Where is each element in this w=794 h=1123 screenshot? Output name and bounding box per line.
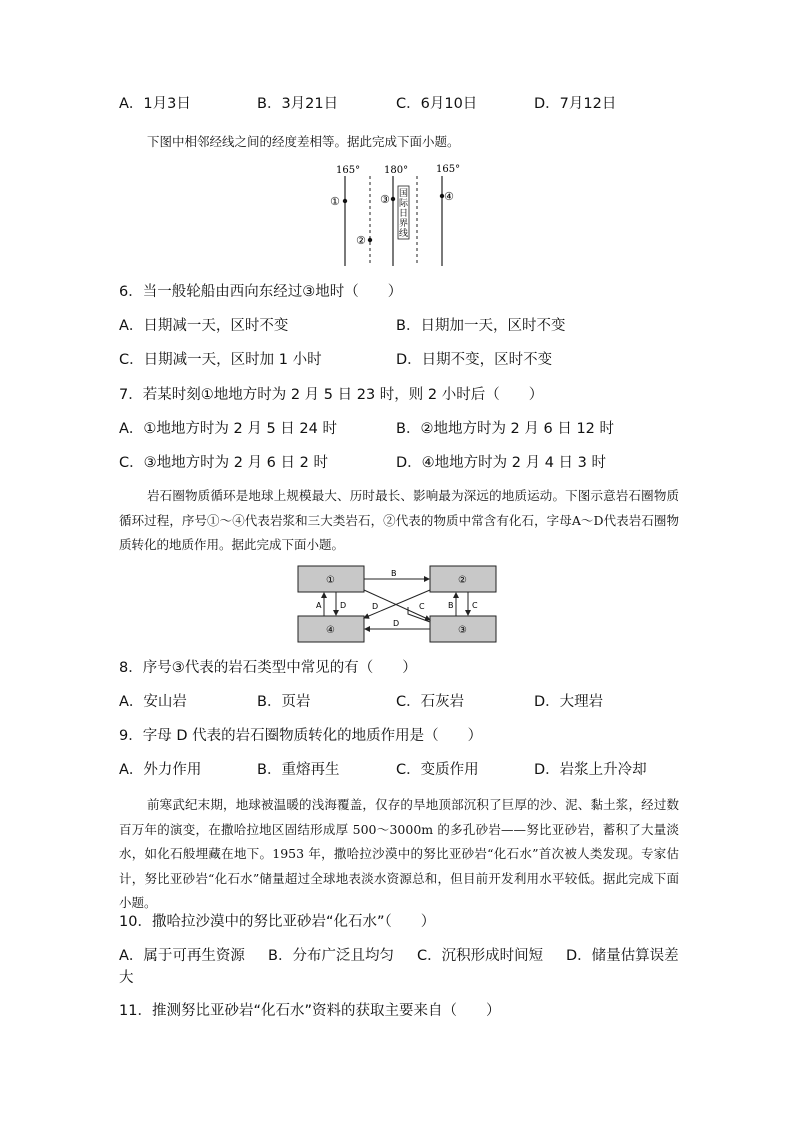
q11-stem: 11．推测努比亚砂岩“化石水”资料的获取主要来自（ ） <box>119 1003 501 1019</box>
arrow-label-a: A <box>316 601 322 610</box>
q8-stem: 8．序号③代表的岩石类型中常见的有（ ） <box>119 660 417 676</box>
svg-text:际: 际 <box>399 199 409 209</box>
q5-option-b: B．3月21日 <box>257 96 339 112</box>
q8-option-b: B．页岩 <box>257 694 311 710</box>
q9-option-d: D．岩浆上升冷却 <box>534 762 647 778</box>
point-1: ① <box>330 195 340 208</box>
q6-option-c: C．日期减一天，区时加 1 小时 <box>119 352 322 368</box>
svg-text:国: 国 <box>399 189 409 199</box>
svg-text:线: 线 <box>399 229 409 239</box>
q9-option-a: A．外力作用 <box>119 762 202 778</box>
q7-option-d: D．④地地方时为 2 月 4 日 3 时 <box>396 455 606 471</box>
q10-option-c: C．沉积形成时间短 <box>417 948 544 964</box>
box-3: ③ <box>458 625 467 636</box>
arrow-label-b-top: B <box>391 569 397 578</box>
rock-cycle-figure <box>296 562 500 646</box>
q8-option-d: D．大理岩 <box>534 694 604 710</box>
arrow-label-d-left: D <box>340 601 347 610</box>
point-2: ② <box>356 234 366 247</box>
q10-option-d-wrap: 大 <box>119 970 134 986</box>
lon-label-2: 180° <box>384 165 409 176</box>
arrow-label-c-right: C <box>472 601 478 610</box>
q5-option-a: A．1月3日 <box>119 96 191 112</box>
q10-stem: 10．撒哈拉沙漠中的努比亚砂岩“化石水”（ ） <box>119 914 436 930</box>
svg-text:界: 界 <box>399 219 409 229</box>
box-4: ④ <box>326 625 335 636</box>
longitude-figure <box>320 158 470 270</box>
arrow-label-b-right: B <box>448 601 454 610</box>
svg-text:日: 日 <box>399 209 409 219</box>
lon-label-3: 165° <box>436 164 461 175</box>
q6-option-d: D．日期不变，区时不变 <box>396 352 553 368</box>
q7-option-c: C．③地地方时为 2 月 6 日 2 时 <box>119 455 328 471</box>
q7-option-b: B．②地地方时为 2 月 6 日 12 时 <box>396 421 615 437</box>
intro-rock-cycle: 岩石圈物质循环是地球上规模最大、历时最长、影响最为深远的地质运动。下图示意岩石圈物质循环过程，序号①～④代表岩浆和三大类岩石，②代表的物质中常含有化石，字母A～D代表岩石圈物质转化的地质作用。据此完成下面小题。 <box>119 488 679 552</box>
arrow-label-d-cross: D <box>372 602 379 611</box>
arrow-label-c-cross: C <box>419 602 425 611</box>
point-3: ③ <box>380 193 390 206</box>
q7-stem: 7．若某时刻①地地方时为 2 月 5 日 23 时，则 2 小时后（ ） <box>119 387 544 403</box>
q5-option-c: C．6月10日 <box>396 96 478 112</box>
q7-option-a: A．①地地方时为 2 月 5 日 24 时 <box>119 421 337 437</box>
q5-option-d: D．7月12日 <box>534 96 617 112</box>
intro-fossil-water: 前寒武纪末期，地球被温暖的浅海覆盖，仅存的旱地顶部沉积了巨厚的沙、泥、黏土浆，经过数百万年的演变，在撒哈拉地区固结形成厚 500～3000m 的多孔砂岩——努比亚砂岩，蓄积了大量淡水，如化石般埋藏在地下。1953 年，撒哈拉沙漠中的努比亚砂岩“化石水”首次被人类发现。专家估计，努比亚砂岩“化石水”储量超过全球地表淡水资源总和，但目前开发利用水平较低。据此完成下面小题。 <box>119 797 679 910</box>
q10-option-b: B．分布广泛且均匀 <box>268 948 394 964</box>
intro-longitude: 下图中相邻经线之间的经度差相等。据此完成下面小题。 <box>147 134 460 149</box>
q8-option-c: C．石灰岩 <box>396 694 465 710</box>
box-2: ② <box>458 575 467 586</box>
q6-option-b: B．日期加一天，区时不变 <box>396 318 566 334</box>
q9-stem: 9．字母 D 代表的岩石圈物质转化的地质作用是（ ） <box>119 728 483 744</box>
box-1: ① <box>326 575 335 586</box>
q6-option-a: A．日期减一天，区时不变 <box>119 318 289 334</box>
point-4: ④ <box>444 190 454 203</box>
q9-option-c: C．变质作用 <box>396 762 479 778</box>
arrow-label-d-bottom: D <box>393 619 400 628</box>
q9-option-b: B．重熔再生 <box>257 762 340 778</box>
q10-option-a: A．属于可再生资源 <box>119 948 245 964</box>
q10-option-d: D．储量估算误差 <box>566 948 679 964</box>
q8-option-a: A．安山岩 <box>119 694 187 710</box>
q6-stem: 6．当一般轮船由西向东经过③地时（ ） <box>119 284 403 300</box>
lon-label-1: 165° <box>336 165 361 176</box>
